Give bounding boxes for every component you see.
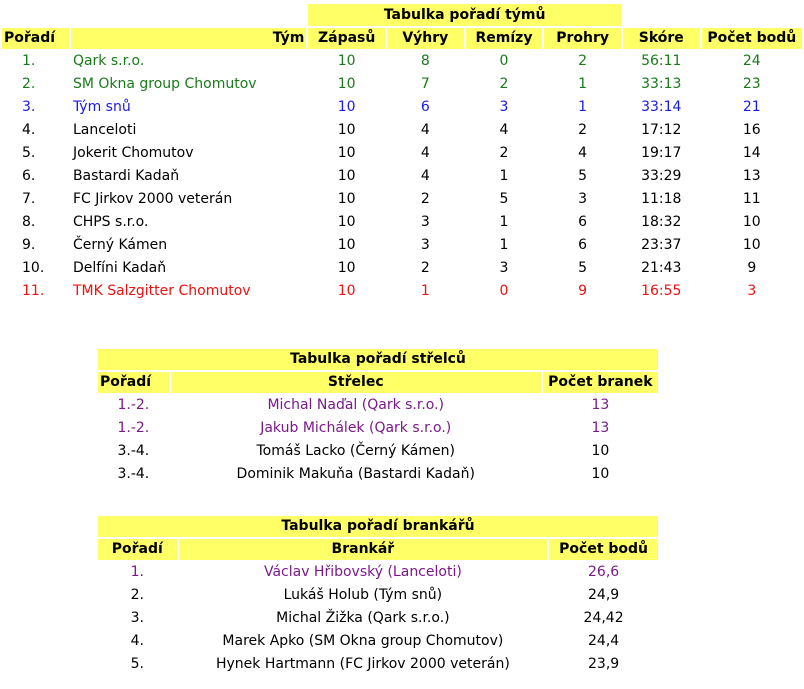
rank-cell: 4. (130, 633, 144, 649)
wins-cell: 3 (420, 214, 430, 230)
score-cell: 19:17 (641, 145, 682, 161)
header-draws: Remízy (466, 28, 543, 49)
header-shooter: Střelec (171, 372, 541, 393)
goalies-title: Tabulka pořadí brankářů (98, 516, 658, 537)
rank-cell: 3. (22, 99, 36, 115)
team-name-cell: TMK Salzgitter Chomutov (72, 283, 251, 299)
table-row (2, 120, 802, 141)
rank-cell: 3.-4. (117, 466, 150, 482)
rank-cell: 1. (22, 53, 36, 69)
goalies-title-row (98, 516, 658, 537)
draws-cell: 1 (499, 214, 509, 230)
shooter-name-cell: Tomáš Lacko (Černý Kámen) (256, 443, 455, 459)
losses-cell: 5 (578, 168, 588, 184)
rank-cell: 9. (22, 237, 36, 253)
header-rank: Pořadí (98, 539, 177, 560)
rank-cell: 4. (22, 122, 36, 138)
points-cell: 14 (742, 145, 761, 161)
team-name-cell: SM Okna group Chomutov (72, 76, 257, 92)
table-row (2, 143, 802, 164)
goalie-name-cell: Michal Žižka (Qark s.r.o.) (276, 610, 450, 626)
points-cell: 9 (747, 260, 757, 276)
wins-cell: 8 (420, 53, 430, 69)
draws-cell: 2 (499, 145, 509, 161)
losses-cell: 9 (578, 283, 588, 299)
points-cell: 23 (742, 76, 761, 92)
table-row (98, 562, 658, 583)
score-cell: 33:29 (641, 168, 682, 184)
goalie-name-cell: Hynek Hartmann (FC Jirkov 2000 veterán) (215, 656, 510, 672)
rank-cell: 5. (22, 145, 36, 161)
wins-cell: 1 (420, 283, 430, 299)
points-cell: 23,9 (588, 656, 620, 672)
table-row (2, 212, 802, 233)
header-points: Počet bodů (549, 539, 658, 560)
goals-cell: 10 (591, 443, 610, 459)
shooters-table (96, 347, 660, 487)
team-name-cell: Tým snů (72, 99, 131, 115)
score-cell: 17:12 (641, 122, 682, 138)
shooter-name-cell: Jakub Michálek (Qark s.r.o.) (260, 420, 452, 436)
shooters-title: Tabulka pořadí střelců (98, 349, 658, 370)
losses-cell: 3 (578, 191, 588, 207)
points-cell: 24 (742, 53, 761, 69)
points-cell: 3 (747, 283, 757, 299)
header-played: Zápasů (308, 28, 385, 49)
wins-cell: 2 (420, 260, 430, 276)
table-row (98, 608, 658, 629)
losses-cell: 2 (578, 53, 588, 69)
played-cell: 10 (337, 260, 356, 276)
points-cell: 24,42 (583, 610, 624, 626)
header-team: Tým (71, 28, 306, 49)
team-name-cell: FC Jirkov 2000 veterán (72, 191, 233, 207)
draws-cell: 5 (499, 191, 509, 207)
played-cell: 10 (337, 214, 356, 230)
team-name-cell: Bastardi Kadaň (72, 168, 180, 184)
teams-body (2, 51, 802, 302)
team-name-cell: Qark s.r.o. (72, 53, 145, 69)
played-cell: 10 (337, 122, 356, 138)
rank-cell: 2. (130, 587, 144, 603)
team-name-cell: Černý Kámen (72, 237, 168, 253)
score-cell: 18:32 (641, 214, 682, 230)
points-cell: 21 (742, 99, 761, 115)
losses-cell: 4 (578, 145, 588, 161)
played-cell: 10 (337, 237, 356, 253)
points-cell: 26,6 (588, 564, 620, 580)
points-cell: 24,4 (588, 633, 620, 649)
header-score: Skóre (623, 28, 700, 49)
table-row (2, 51, 802, 72)
score-cell: 11:18 (641, 191, 682, 207)
header-losses: Prohry (544, 28, 621, 49)
played-cell: 10 (337, 191, 356, 207)
wins-cell: 3 (420, 237, 430, 253)
table-row (98, 395, 658, 416)
draws-cell: 3 (499, 99, 509, 115)
header-goals: Počet branek (543, 372, 658, 393)
played-cell: 10 (337, 168, 356, 184)
score-cell: 21:43 (641, 260, 682, 276)
rank-cell: 11. (22, 283, 45, 299)
header-rank: Pořadí (2, 28, 69, 49)
score-cell: 16:55 (641, 283, 682, 299)
rank-cell: 1. (130, 564, 144, 580)
played-cell: 10 (337, 145, 356, 161)
table-row (98, 585, 658, 606)
blank-cell (623, 4, 802, 26)
table-row (2, 166, 802, 187)
goalie-name-cell: Václav Hřibovský (Lanceloti) (263, 564, 462, 580)
team-name-cell: Lanceloti (72, 122, 137, 138)
draws-cell: 4 (499, 122, 509, 138)
shooter-name-cell: Dominik Makuňa (Bastardi Kadaň) (236, 466, 475, 482)
wins-cell: 4 (420, 122, 430, 138)
shooters-title-row (98, 349, 658, 370)
points-cell: 13 (742, 168, 761, 184)
goals-cell: 13 (591, 397, 610, 413)
goals-cell: 13 (591, 420, 610, 436)
table-row (98, 464, 658, 485)
losses-cell: 6 (578, 214, 588, 230)
rank-cell: 6. (22, 168, 36, 184)
table-row (98, 631, 658, 652)
score-cell: 33:14 (641, 99, 682, 115)
rank-cell: 1.-2. (117, 420, 150, 436)
header-wins: Výhry (387, 28, 464, 49)
table-row (2, 258, 802, 279)
teams-title-row (2, 4, 802, 26)
wins-cell: 4 (420, 168, 430, 184)
draws-cell: 0 (499, 53, 509, 69)
table-row (2, 235, 802, 256)
rank-cell: 10. (22, 260, 45, 276)
wins-cell: 2 (420, 191, 430, 207)
score-cell: 33:13 (641, 76, 682, 92)
rank-cell: 3. (130, 610, 144, 626)
draws-cell: 1 (499, 168, 509, 184)
wins-cell: 4 (420, 145, 430, 161)
header-rank: Pořadí (98, 372, 169, 393)
points-cell: 11 (742, 191, 761, 207)
table-row (2, 189, 802, 210)
played-cell: 10 (337, 53, 356, 69)
wins-cell: 7 (420, 76, 430, 92)
teams-title: Tabulka pořadí týmů (308, 4, 621, 26)
blank-cell (2, 4, 306, 26)
played-cell: 10 (337, 99, 356, 115)
table-row (2, 281, 802, 302)
draws-cell: 3 (499, 260, 509, 276)
table-row (2, 74, 802, 95)
header-points: Počet bodů (702, 28, 802, 49)
rank-cell: 5. (130, 656, 144, 672)
goalie-name-cell: Lukáš Holub (Tým snů) (283, 587, 443, 603)
table-row (98, 441, 658, 462)
header-goalie: Brankář (179, 539, 548, 560)
rank-cell: 8. (22, 214, 36, 230)
rank-cell: 3.-4. (117, 443, 150, 459)
goalies-table (96, 514, 660, 677)
team-name-cell: Jokerit Chomutov (72, 145, 194, 161)
table-row (98, 418, 658, 439)
points-cell: 24,9 (588, 587, 620, 603)
goalies-body (98, 562, 658, 675)
losses-cell: 1 (578, 76, 588, 92)
rank-cell: 7. (22, 191, 36, 207)
points-cell: 10 (742, 237, 761, 253)
shooters-header-row (98, 372, 658, 393)
wins-cell: 6 (420, 99, 430, 115)
points-cell: 10 (742, 214, 761, 230)
losses-cell: 6 (578, 237, 588, 253)
table-row (2, 97, 802, 118)
draws-cell: 1 (499, 237, 509, 253)
played-cell: 10 (337, 283, 356, 299)
table-row (98, 654, 658, 675)
goalie-name-cell: Marek Apko (SM Okna group Chomutov) (222, 633, 504, 649)
losses-cell: 2 (578, 122, 588, 138)
team-name-cell: CHPS s.r.o. (72, 214, 149, 230)
shooters-body (98, 395, 658, 485)
shooter-name-cell: Michal Naďal (Qark s.r.o.) (267, 397, 445, 413)
points-cell: 16 (742, 122, 761, 138)
team-name-cell: Delfíni Kadaň (72, 260, 167, 276)
losses-cell: 1 (578, 99, 588, 115)
teams-table (0, 2, 804, 304)
teams-header-row (2, 28, 802, 49)
played-cell: 10 (337, 76, 356, 92)
draws-cell: 2 (499, 76, 509, 92)
score-cell: 23:37 (641, 237, 682, 253)
draws-cell: 0 (499, 283, 509, 299)
goals-cell: 10 (591, 466, 610, 482)
rank-cell: 2. (22, 76, 36, 92)
rank-cell: 1.-2. (117, 397, 150, 413)
losses-cell: 5 (578, 260, 588, 276)
goalies-header-row (98, 539, 658, 560)
score-cell: 56:11 (641, 53, 682, 69)
